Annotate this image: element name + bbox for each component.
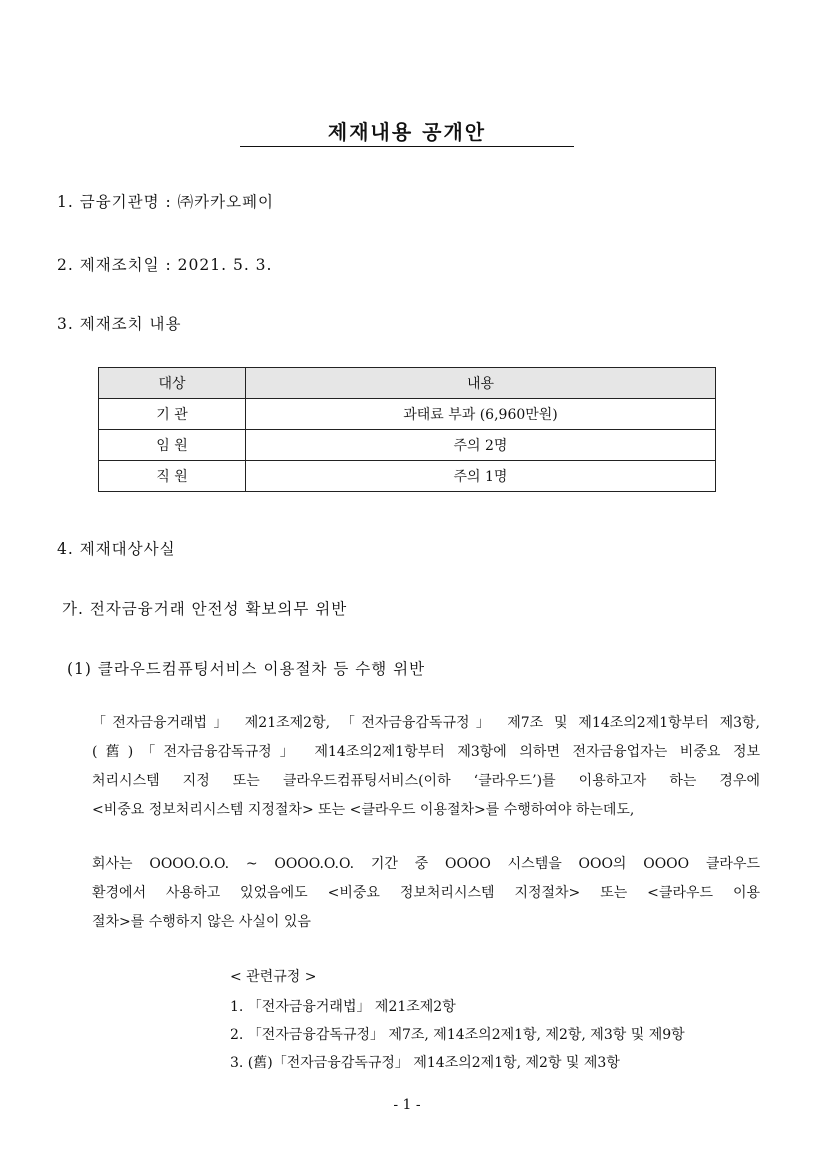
- section-sanction-date: 2. 제재조치일 : 2021. 5. 3.: [57, 256, 273, 274]
- row-target: 임 원: [99, 430, 246, 461]
- table-row: [99, 430, 716, 461]
- section-institution: 1. 금융기관명 : ㈜카카오페이: [57, 193, 275, 211]
- table-row: [99, 461, 716, 492]
- title-underline: [240, 146, 574, 147]
- row-target: 직 원: [99, 461, 246, 492]
- regulation-item: 3. (舊)「전자금융감독규정」 제14조의2제1항, 제2항 및 제3항: [230, 1055, 620, 1071]
- page-number: - 1 -: [393, 1097, 421, 1113]
- violation-fact-paragraph: [92, 850, 760, 937]
- subsection-1: (1) 클라우드컴퓨팅서비스 이용절차 등 수행 위반: [67, 660, 426, 678]
- paragraph-line: 절차>를 수행하지 않은 사실이 있음: [92, 914, 311, 930]
- regulation-item: 1. 「전자금융거래법」 제21조제2항: [230, 999, 456, 1015]
- paragraph-line: 처리시스템 지정 또는 클라우드컴퓨팅서비스(이하 ‘클라우드’)를 이용하고자 하는 경우에: [92, 773, 760, 789]
- violation-basis-paragraph: [92, 709, 760, 825]
- section-sanction-content: 3. 제재조치 내용: [57, 315, 182, 333]
- sanction-table: [98, 367, 716, 492]
- related-regulations-header: < 관련규정 >: [230, 969, 317, 985]
- row-content: 주의 1명: [246, 461, 716, 492]
- paragraph-line: 「전자금융거래법」 제21조제2항, 「전자금융감독규정」 제7조 및 제14조의2제1항부터 제3항,: [92, 715, 760, 731]
- table-row: [99, 399, 716, 430]
- subsection-ga: 가. 전자금융거래 안전성 확보의무 위반: [62, 600, 348, 618]
- paragraph-line: <비중요 정보처리시스템 지정절차> 또는 <클라우드 이용절차>를 수행하여야 하는데도,: [92, 802, 635, 818]
- row-content: 주의 2명: [246, 430, 716, 461]
- regulation-item: 2. 「전자금융감독규정」 제7조, 제14조의2제1항, 제2항, 제3항 및 제9항: [230, 1027, 685, 1043]
- header-content: 내용: [246, 368, 716, 399]
- table-header-row: [99, 368, 716, 399]
- row-content: 과태료 부과 (6,960만원): [246, 399, 716, 430]
- row-target: 기 관: [99, 399, 246, 430]
- document-title: 제재내용 공개안: [327, 120, 487, 144]
- paragraph-line: 회사는 OOOO.O.O. ~ OOOO.O.O. 기간 중 OOOO 시스템을 OOO의 OOOO 클라우드: [92, 856, 760, 872]
- section-facts: 4. 제재대상사실: [57, 540, 176, 558]
- header-target: 대상: [99, 368, 246, 399]
- related-regulations: [230, 963, 685, 1077]
- paragraph-line: 환경에서 사용하고 있었음에도 <비중요 정보처리시스템 지정절차> 또는 <클라우드 이용: [92, 885, 760, 901]
- paragraph-line: (舊)「전자금융감독규정」 제14조의2제1항부터 제3항에 의하면 전자금융업자는 비중요 정보: [92, 744, 760, 760]
